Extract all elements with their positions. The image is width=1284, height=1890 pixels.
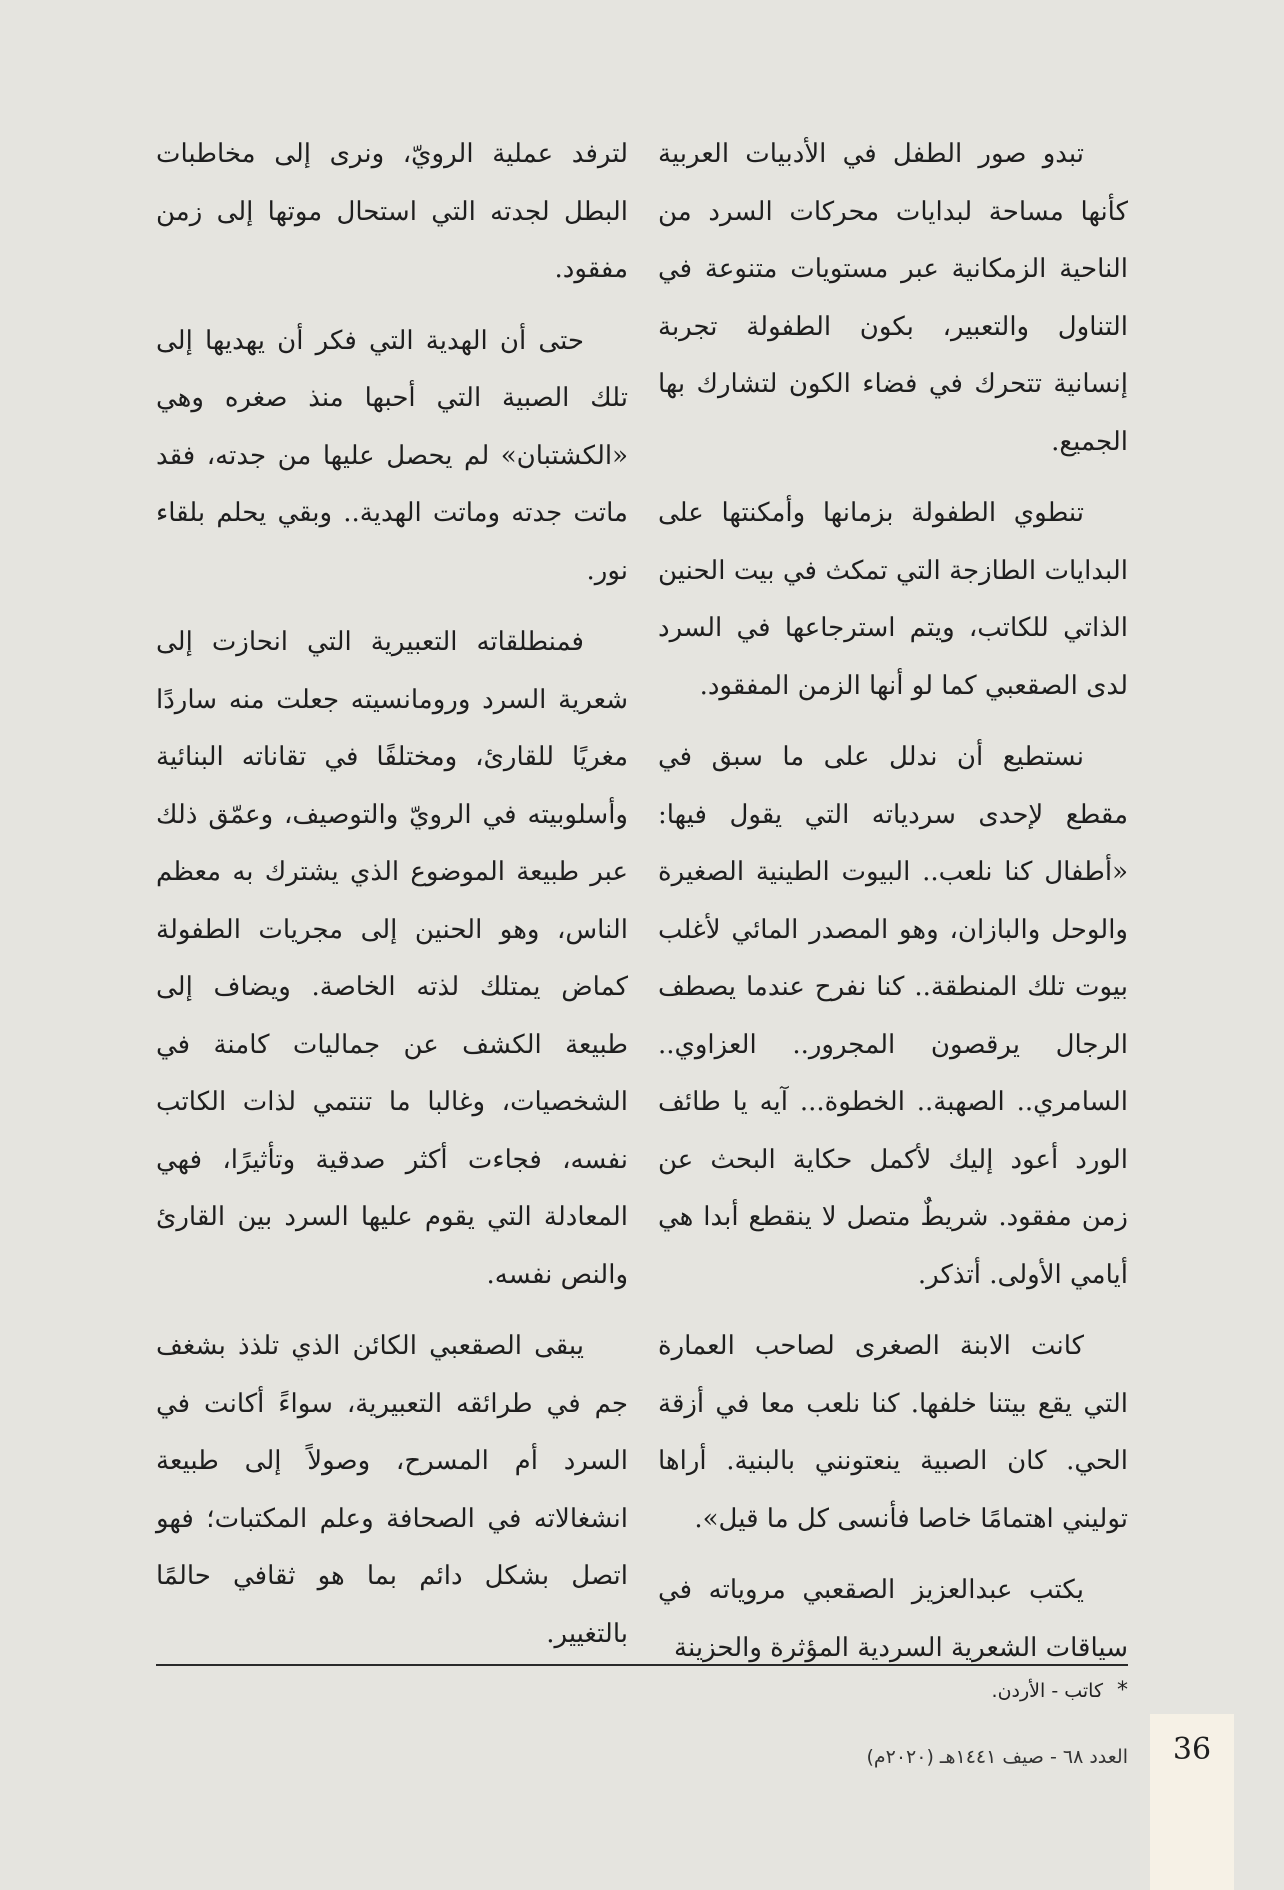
paragraph-continued: لترفد عملية الرويّ، ونرى إلى مخاطبات البطل لجدته التي استحال موتها إلى زمن مفقود. [156,139,628,284]
paragraph: يكتب عبدالعزيز الصقعبي مروياته في سياقات الشعرية السردية المؤثرة والحزينة [658,1575,1128,1663]
issue-info: العدد ٦٨ - صيف ١٤٤١هـ (٢٠٢٠م) [866,1746,1128,1768]
page-number-tab [1150,1714,1234,1890]
article-left-column [156,126,628,1677]
paragraph: حتى أن الهدية التي فكر أن يهديها إلى تلك الصبية التي أحبها منذ صغره وهي «الكشتبان» لم يحصل عليها من جدته، فقد ماتت جدته وماتت الهدية.. وبقي يحلم بلقاء نور. [156,325,628,586]
page-number: 36 [1172,1732,1212,1767]
paragraph: تنطوي الطفولة بزمانها وأمكنتها على البدايات الطازجة التي تمكث في بيت الحنين الذاتي للكاتب، ويتم استرجاعها في السرد لدى الصقعبي كما لو أنها الزمن المفقود. [658,498,1128,701]
paragraph: تبدو صور الطفل في الأدبيات العربية كأنها مساحة لبدايات محركات السرد من الناحية الزمكانية عبر مستويات متنوعة في التناول والتعبير، بكون الطفولة تجربة إنسانية تتحرك في فضاء الكون لتشارك بها الجميع. [658,139,1128,457]
paragraph: فمنطلقاته التعبيرية التي انحازت إلى شعرية السرد ورومانسيته جعلت منه ساردًا مغريًا للقارئ، ومختلفًا في تقاناته البنائية وأسلوبيته في الرويّ والتوصيف، وعمّق ذلك عبر طبيعة الموضوع الذي يشترك به معظم الناس، وهو الحنين إلى مجريات الطفولة كماض يمتلك لذته الخاصة. ويضاف إلى طبيعة الكشف عن جماليات كامنة في الشخصيات، وغالبا ما تنتمي لذات الكاتب نفسه، فجاءت أكثر صدقية وتأثيرًا، فهي المعادلة التي يقوم عليها السرد بين القارئ والنص نفسه. [156,627,628,1290]
footnote-text: كاتب - الأردن. [991,1680,1103,1702]
footnote-divider [156,1664,1128,1666]
footnote-marker: * [1117,1678,1128,1703]
paragraph: يبقى الصقعبي الكائن الذي تلذذ بشغف جم في طرائقه التعبيرية، سواءً أكانت في السرد أم المسرح، وصولاً إلى طبيعة انشغالاته في الصحافة وعلم المكتبات؛ فهو اتصل بشكل دائم بما هو ثقافي حالمًا بالتغيير. [156,1331,628,1649]
paragraph: نستطيع أن ندلل على ما سبق في مقطع لإحدى سردياته التي يقول فيها: «أطفال كنا نلعب.. البيوت الطينية الصغيرة والوحل والبازان، وهو المصدر المائي لأغلب بيوت تلك المنطقة.. كنا نفرح عندما يصطف الرجال يرقصون المجرور.. العزاوي.. السامري.. الصهبة.. الخطوة... آيه يا طائف الورد أعود إليك لأكمل حكاية البحث عن زمن مفقود. شريطٌ متصل لا ينقطع أبدا هي أيامي الأولى. أتذكر. [658,742,1128,1290]
paragraph: كانت الابنة الصغرى لصاحب العمارة التي يقع بيتنا خلفها. كنا نلعب معا في أزقة الحي. كان الصبية ينعتونني بالبنية. أراها توليني اهتمامًا خاصا فأنسى كل ما قيل». [658,1331,1128,1534]
article-right-column [658,126,1128,1691]
footnote [528,1676,1128,1706]
